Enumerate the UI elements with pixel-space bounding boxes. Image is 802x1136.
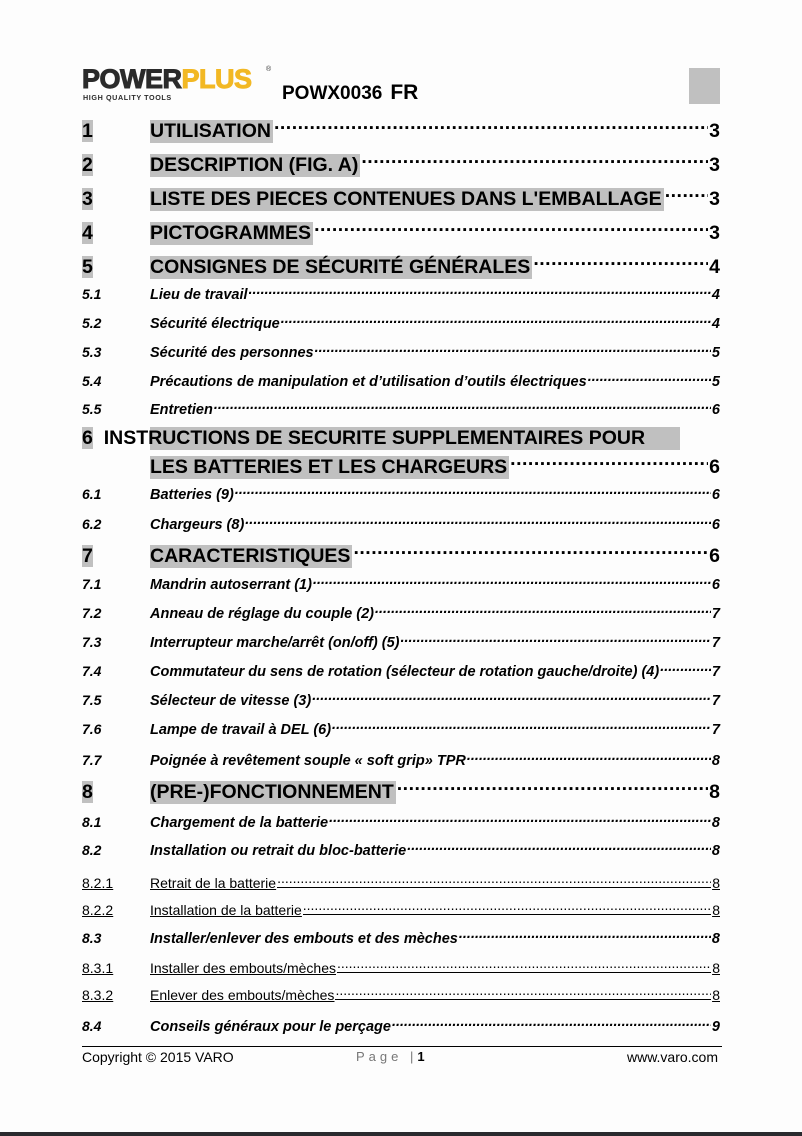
dot-leader bbox=[392, 1015, 711, 1031]
toc-title: PICTOGRAMMES bbox=[150, 222, 312, 244]
toc-page: 6 bbox=[711, 487, 720, 503]
dot-leader bbox=[665, 183, 708, 205]
toc-number: 8.4 bbox=[82, 1018, 102, 1034]
dot-leader bbox=[361, 149, 708, 171]
toc-entry[interactable] bbox=[82, 341, 720, 359]
toc-entry[interactable] bbox=[82, 776, 720, 803]
dot-leader bbox=[332, 718, 711, 734]
toc-page: 8 bbox=[712, 875, 720, 891]
dot-leader bbox=[337, 956, 711, 973]
toc-entry[interactable] bbox=[82, 115, 720, 142]
toc-title: CARACTERISTIQUES bbox=[150, 545, 351, 567]
toc-entry[interactable] bbox=[82, 283, 720, 301]
dot-leader bbox=[401, 631, 711, 647]
dot-leader bbox=[249, 283, 711, 299]
toc-title: Anneau de réglage du couple (2) bbox=[150, 606, 374, 622]
toc-title: (PRE-)FONCTIONNEMENT bbox=[150, 781, 394, 803]
dot-leader bbox=[533, 251, 708, 273]
toc-page: 8 bbox=[712, 902, 720, 918]
toc-entry[interactable] bbox=[82, 749, 720, 767]
toc-page: 9 bbox=[711, 1019, 720, 1035]
toc-page: 3 bbox=[709, 120, 720, 142]
toc-number: 5.3 bbox=[82, 344, 102, 360]
dot-leader bbox=[281, 312, 711, 328]
toc-entry[interactable] bbox=[82, 811, 720, 829]
toc-number: 5.1 bbox=[82, 286, 102, 302]
dot-leader bbox=[277, 871, 711, 888]
toc-entry[interactable] bbox=[82, 149, 720, 176]
toc-number: 7.5 bbox=[82, 692, 102, 708]
dot-leader bbox=[353, 540, 708, 562]
model-heading bbox=[282, 81, 418, 105]
toc-number: 8.2 bbox=[82, 842, 102, 858]
toc-page: 3 bbox=[709, 222, 720, 244]
toc-title: Installation ou retrait du bloc-batterie bbox=[150, 843, 407, 859]
toc-page: 8 bbox=[711, 753, 720, 769]
toc-entry[interactable] bbox=[82, 483, 720, 501]
toc-page: 4 bbox=[711, 316, 720, 332]
toc-entry[interactable] bbox=[82, 183, 720, 210]
toc-page: 7 bbox=[711, 722, 720, 738]
toc-title: Batteries (9) bbox=[150, 487, 234, 503]
dot-leader bbox=[459, 927, 711, 943]
toc-title: Sécurité électrique bbox=[150, 316, 280, 332]
toc-page: 5 bbox=[711, 374, 720, 390]
toc-entry[interactable] bbox=[82, 718, 720, 736]
toc-title: Mandrin autoserrant (1) bbox=[150, 577, 312, 593]
toc-entry[interactable] bbox=[82, 370, 720, 388]
toc-title: LISTE DES PIECES CONTENUES DANS L'EMBALLAGE bbox=[150, 188, 662, 210]
dot-leader bbox=[274, 115, 708, 137]
toc-entry[interactable] bbox=[82, 631, 720, 649]
registered-mark: ® bbox=[266, 66, 272, 73]
toc-number: 3 bbox=[82, 188, 93, 210]
toc-page: 7 bbox=[711, 606, 720, 622]
toc-title: DESCRIPTION (FIG. A) bbox=[150, 154, 359, 176]
toc-entry[interactable] bbox=[82, 312, 720, 330]
toc-page: 8 bbox=[712, 960, 720, 976]
toc-entry-link[interactable] bbox=[82, 871, 720, 889]
toc-entry-heading-line1[interactable] bbox=[82, 427, 720, 451]
toc-entry[interactable] bbox=[82, 540, 720, 567]
toc-entry[interactable] bbox=[82, 451, 720, 478]
dot-leader bbox=[315, 341, 711, 357]
toc-page: 6 bbox=[711, 577, 720, 593]
toc-title: CONSIGNES DE SÉCURITÉ GÉNÉRALES bbox=[150, 256, 531, 278]
toc-title: Lieu de travail bbox=[150, 287, 248, 303]
toc-number: 8 bbox=[82, 781, 93, 803]
toc-page: 6 bbox=[709, 545, 720, 567]
toc-title: Enlever des embouts/mèches bbox=[150, 987, 335, 1003]
footer-divider bbox=[82, 1046, 722, 1047]
page-indicator bbox=[356, 1049, 425, 1064]
toc-number: 7.6 bbox=[82, 721, 102, 737]
toc-page: 3 bbox=[709, 188, 720, 210]
toc-title: Installer/enlever des embouts et des mèches bbox=[150, 931, 458, 947]
website-link[interactable]: www.varo.com bbox=[626, 1049, 718, 1065]
dot-leader bbox=[303, 898, 711, 915]
toc-page: 8 bbox=[709, 781, 720, 803]
toc-page: 8 bbox=[711, 843, 720, 859]
toc-number: 5.4 bbox=[82, 373, 102, 389]
dot-leader bbox=[375, 602, 711, 618]
toc-entry[interactable] bbox=[82, 251, 720, 278]
powerplus-logo bbox=[82, 66, 272, 104]
toc-title: Entretien bbox=[150, 402, 213, 418]
toc-number: 8.3.2 bbox=[82, 987, 114, 1003]
toc-number: 7 bbox=[82, 545, 93, 567]
toc-page: 4 bbox=[711, 287, 720, 303]
toc-title: Installer des embouts/mèches bbox=[150, 960, 336, 976]
dot-leader bbox=[329, 811, 711, 827]
dot-leader bbox=[397, 776, 708, 798]
toc-page: 8 bbox=[711, 931, 720, 947]
toc-page: 6 bbox=[711, 517, 720, 533]
viewer-bottom-edge bbox=[0, 1132, 802, 1136]
toc-number: 8.1 bbox=[82, 814, 102, 830]
dot-leader bbox=[313, 573, 711, 589]
toc-title-line1: INSTRUCTIONS DE SECURITE SUPPLEMENTAIRES POUR bbox=[103, 427, 646, 449]
toc-number: 5 bbox=[82, 256, 93, 278]
toc-number: 5.2 bbox=[82, 315, 102, 331]
copyright-text: Copyright © 2015 VARO bbox=[82, 1049, 234, 1065]
toc-page: 7 bbox=[711, 635, 720, 651]
toc-number: 1 bbox=[82, 120, 93, 142]
dot-leader bbox=[510, 451, 708, 473]
toc-title: Sécurité des personnes bbox=[150, 345, 314, 361]
dot-leader bbox=[245, 513, 711, 529]
toc-title: Retrait de la batterie bbox=[150, 875, 277, 891]
toc-number: 7.2 bbox=[82, 605, 102, 621]
toc-number: 8.2.2 bbox=[82, 902, 114, 918]
dot-leader bbox=[407, 839, 711, 855]
toc-page: 3 bbox=[709, 154, 720, 176]
dot-leader bbox=[660, 660, 711, 676]
toc-page: 8 bbox=[712, 987, 720, 1003]
toc-number: 6.1 bbox=[82, 486, 102, 502]
toc-title: LES BATTERIES ET LES CHARGEURS bbox=[150, 456, 508, 478]
toc-page: 5 bbox=[711, 345, 720, 361]
language-tab-marker bbox=[689, 68, 720, 104]
toc-title: Conseils généraux pour le perçage bbox=[150, 1019, 391, 1035]
toc-title: Chargement de la batterie bbox=[150, 815, 329, 831]
toc-entry[interactable] bbox=[82, 573, 720, 591]
toc-title: Précautions de manipulation et d’utilisation d’outils électriques bbox=[150, 374, 587, 390]
toc-title: Interrupteur marche/arrêt (on/off) (5) bbox=[150, 635, 400, 651]
language-code: FR bbox=[390, 81, 419, 104]
toc-number: 6 bbox=[82, 427, 93, 449]
toc-number: 5.5 bbox=[82, 401, 102, 417]
page-footer bbox=[82, 1049, 722, 1069]
toc-entry-link[interactable] bbox=[82, 983, 720, 1001]
toc-number: 8.3 bbox=[82, 930, 102, 946]
toc-entry-link[interactable] bbox=[82, 898, 720, 916]
toc-title: Installation de la batterie bbox=[150, 902, 302, 918]
dot-leader bbox=[467, 749, 711, 765]
toc-number: 7.7 bbox=[82, 752, 102, 768]
logo-wordmark: POWERPLUS bbox=[82, 64, 252, 94]
toc-title: Poignée à revêtement souple « soft grip» TPR bbox=[150, 753, 466, 769]
toc-title: Lampe de travail à DEL (6) bbox=[150, 722, 332, 738]
dot-leader bbox=[312, 689, 711, 705]
toc-entry-link[interactable] bbox=[82, 956, 720, 974]
toc-page: 8 bbox=[711, 815, 720, 831]
toc-entry[interactable] bbox=[82, 689, 720, 707]
toc-title: Sélecteur de vitesse (3) bbox=[150, 693, 312, 709]
logo-tagline: HIGH QUALITY TOOLS bbox=[83, 93, 172, 102]
page-label: Page | bbox=[356, 1049, 418, 1064]
toc-page: 6 bbox=[711, 402, 720, 418]
toc-page: 7 bbox=[711, 664, 720, 680]
toc-number: 2 bbox=[82, 154, 93, 176]
model-number: POWX0036 bbox=[282, 83, 383, 104]
toc-number: 8.3.1 bbox=[82, 960, 114, 976]
toc-entry[interactable] bbox=[82, 398, 720, 416]
dot-leader bbox=[235, 483, 711, 499]
toc-title: UTILISATION bbox=[150, 120, 271, 142]
dot-leader bbox=[314, 217, 708, 239]
toc-page: 6 bbox=[709, 456, 720, 478]
toc-title: Commutateur du sens de rotation (sélecteur de rotation gauche/droite) (4) bbox=[150, 664, 660, 680]
toc-number: 7.1 bbox=[82, 576, 102, 592]
dot-leader bbox=[335, 983, 711, 1000]
toc-number: 6.2 bbox=[82, 516, 102, 532]
toc-page: 7 bbox=[711, 693, 720, 709]
toc-entry[interactable] bbox=[82, 217, 720, 244]
toc-entry[interactable] bbox=[82, 513, 720, 531]
dot-leader bbox=[588, 370, 711, 386]
toc-number: 4 bbox=[82, 222, 93, 244]
toc-number: 7.3 bbox=[82, 634, 102, 650]
toc-number: 8.2.1 bbox=[82, 875, 114, 891]
page-number: 1 bbox=[417, 1049, 425, 1064]
toc-number: 7.4 bbox=[82, 663, 102, 679]
toc-entry[interactable] bbox=[82, 839, 720, 857]
dot-leader bbox=[214, 398, 711, 414]
toc-entry[interactable] bbox=[82, 602, 720, 620]
toc-page: 4 bbox=[709, 256, 720, 278]
toc-entry[interactable] bbox=[82, 660, 720, 678]
toc-entry[interactable] bbox=[82, 927, 720, 945]
toc-title: Chargeurs (8) bbox=[150, 517, 245, 533]
toc-entry[interactable] bbox=[82, 1015, 720, 1033]
